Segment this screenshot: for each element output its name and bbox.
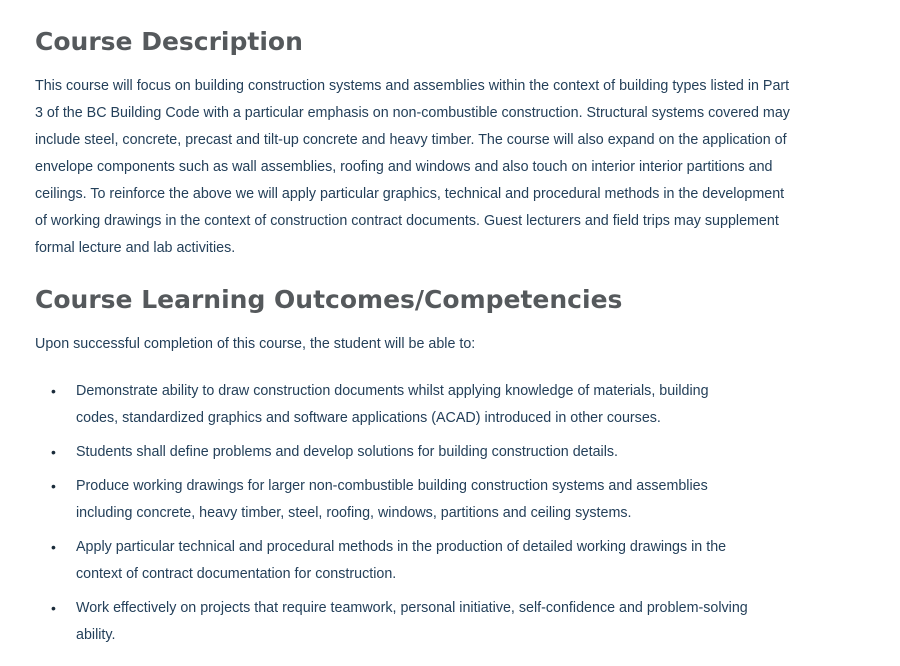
list-item-line: Apply particular technical and procedural methods in the production of detailed working drawings in the [76,539,727,555]
bullet-icon: • [51,478,56,494]
learning-outcomes-heading: Course Learning Outcomes/Competencies [35,285,623,314]
description-line: This course will focus on building construction systems and assemblies within the context of building types listed in Part [35,78,790,94]
list-item-line: Produce working drawings for larger non-combustible building construction systems and assemblies [76,478,708,494]
intro-line: Upon successful completion of this course, the student will be able to: [35,336,476,352]
bullet-icon: • [51,444,56,460]
list-item-line: Students shall define problems and develop solutions for building construction details. [76,444,619,460]
bullet-icon: • [51,383,56,399]
course-description-text [35,73,790,262]
list-item-line: including concrete, heavy timber, steel, roofing, windows, partitions and ceiling systems. [76,505,632,521]
list-item-line: context of contract documentation for construction. [76,566,397,582]
bullet-icon: • [51,539,56,555]
list-item-text [76,378,709,432]
description-line: envelope components such as wall assemblies, roofing and windows and also touch on interior interior partitions and [35,159,773,175]
list-item-text [76,473,708,527]
list-item-line: Demonstrate ability to draw construction documents whilst applying knowledge of materials, building [76,383,709,399]
description-line: include steel, concrete, precast and tilt-up concrete and heavy timber. The course will also expand on the application of [35,132,787,148]
list-item-text [76,534,726,588]
learning-outcomes-intro [35,331,475,358]
description-line: formal lecture and lab activities. [35,240,236,256]
list-item-line: Work effectively on projects that require teamwork, personal initiative, self-confidence and problem-solving [76,600,748,616]
list-item-text [76,439,618,466]
course-description-heading: Course Description [35,27,303,56]
bullet-icon: • [51,600,56,616]
list-item-line: codes, standardized graphics and software applications (ACAD) introduced in other courses. [76,410,661,426]
description-line: of working drawings in the context of construction contract documents. Guest lecturers and field trips may supplement [35,213,779,229]
description-line: ceilings. To reinforce the above we will apply particular graphics, technical and procedural methods in the development [35,186,785,202]
description-line: 3 of the BC Building Code with a particular emphasis on non-combustible construction. Structural systems covered may [35,105,790,121]
list-item-text [76,595,748,649]
list-item-line: ability. [76,627,116,643]
